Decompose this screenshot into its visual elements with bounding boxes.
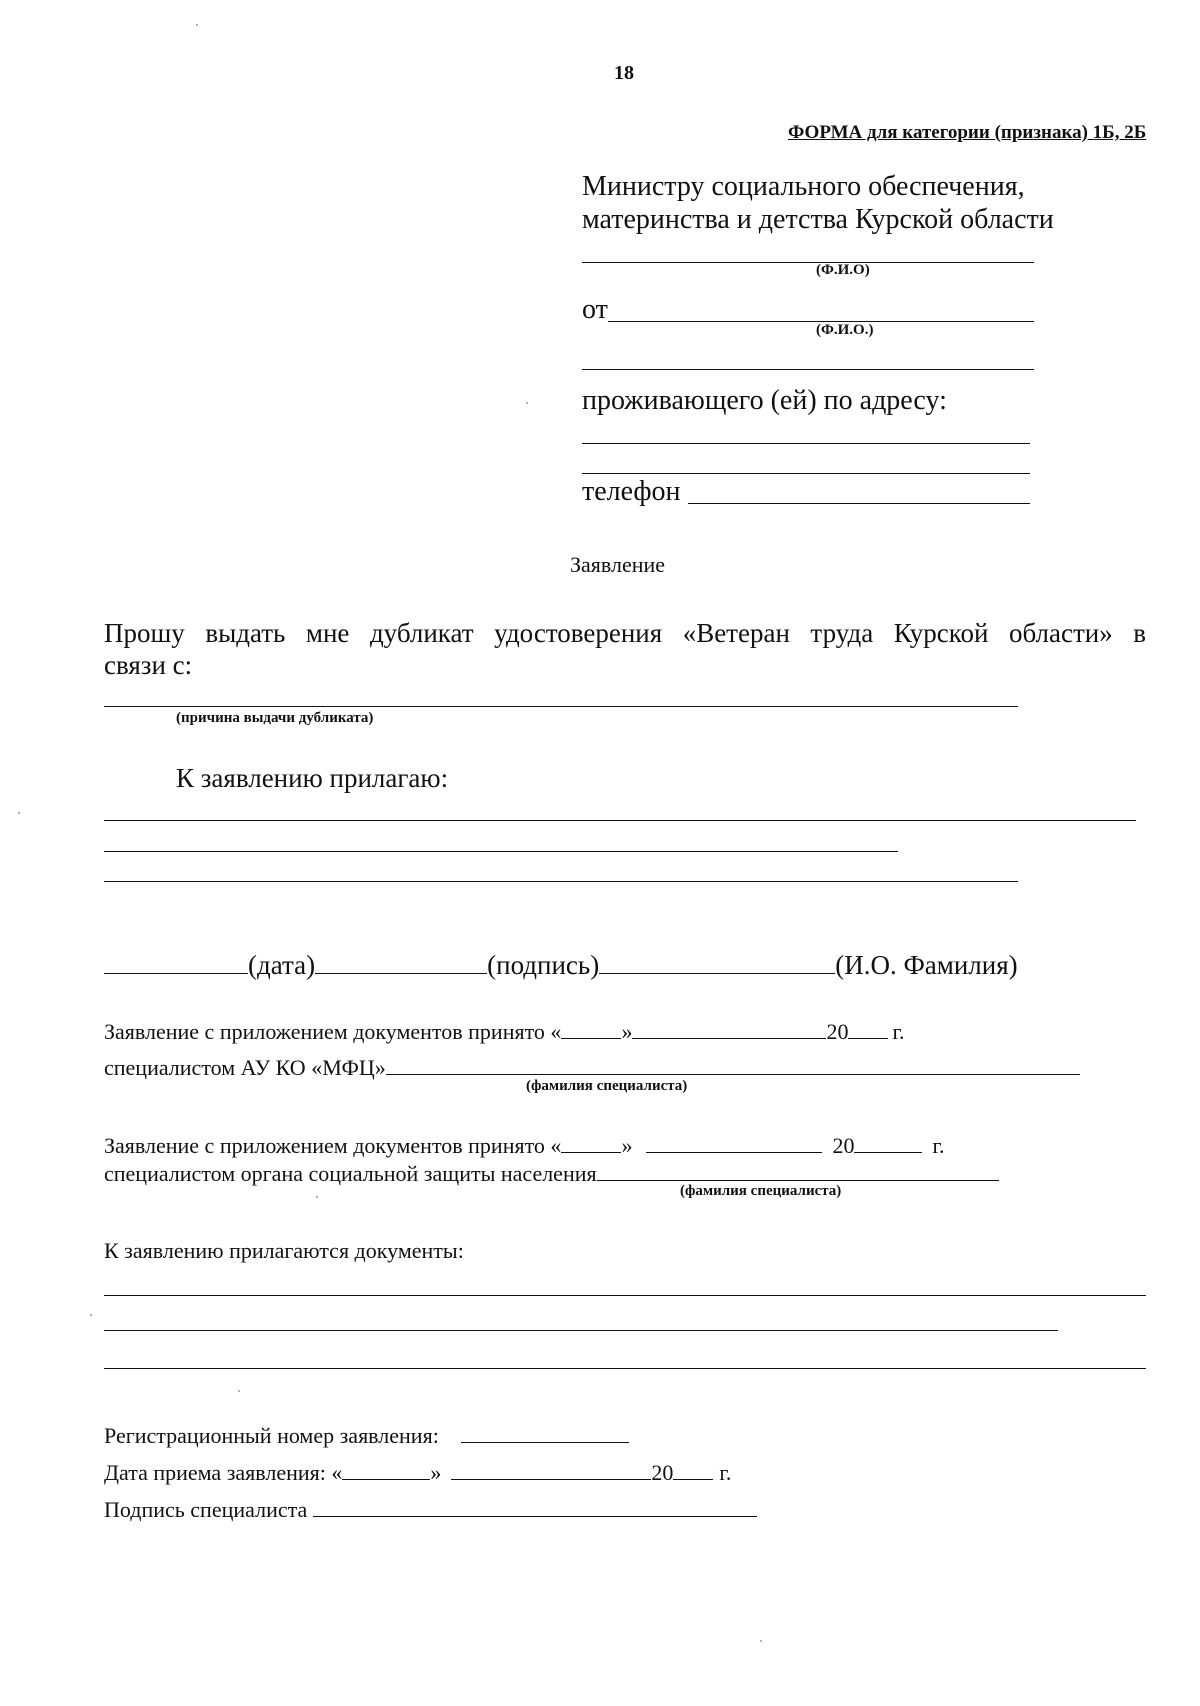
registration-year-prefix: 20 (651, 1460, 674, 1485)
attach-label: К заявлению прилагаю: (176, 763, 449, 793)
name-caption: (И.О. Фамилия) (835, 950, 1018, 980)
mfc-month-blank[interactable] (632, 1016, 826, 1039)
mfc-specialist-caption: (фамилия специалиста) (526, 1078, 688, 1094)
phone-label: телефон (582, 476, 681, 507)
applicant-fio-caption: (Ф.И.О.) (816, 322, 874, 338)
registration-year-blank[interactable] (673, 1457, 713, 1480)
scan-speck (760, 1640, 762, 1642)
social-day-blank[interactable] (561, 1130, 621, 1153)
date-blank[interactable] (104, 946, 248, 974)
from-label: от (582, 294, 608, 325)
social-month-blank[interactable] (646, 1130, 822, 1153)
address-line-1[interactable] (582, 443, 1030, 444)
registration-date-row (104, 1457, 731, 1486)
attachment-line-3[interactable] (104, 881, 1018, 882)
documents-line-2[interactable] (104, 1330, 1058, 1331)
social-specialist-caption: (фамилия специалиста) (680, 1183, 842, 1199)
registration-number-blank[interactable] (461, 1420, 629, 1443)
scan-speck (238, 1390, 240, 1392)
social-accepted-text: Заявление с приложением документов принято « (104, 1133, 562, 1158)
mfc-specialist-row (104, 1052, 1080, 1081)
mfc-quote-close: » (621, 1019, 633, 1044)
registration-number-row (104, 1420, 629, 1449)
mfc-specialist-blank[interactable] (386, 1052, 1080, 1075)
scan-speck (90, 1314, 92, 1316)
mfc-accepted-text: Заявление с приложением документов принято « (104, 1019, 562, 1044)
social-year-prefix: 20 (832, 1133, 855, 1158)
social-specialist-row (104, 1158, 999, 1187)
addressee-line-1: Министру социального обеспечения, (582, 171, 1025, 202)
social-year-suffix: г. (932, 1133, 945, 1158)
reason-caption: (причина выдачи дубликата) (176, 710, 374, 726)
mfc-specialist-label: специалистом АУ КО «МФЦ» (104, 1055, 386, 1080)
request-line-1: Прошу выдать мне дубликат удостоверения «Ветеран труда Курской области» в (104, 618, 1146, 648)
documents-line-1[interactable] (104, 1295, 1146, 1296)
reason-line[interactable] (104, 706, 1018, 707)
social-specialist-blank[interactable] (597, 1158, 999, 1181)
address-line-2[interactable] (582, 473, 1030, 474)
applicant-fio-line-2[interactable] (582, 369, 1034, 370)
social-specialist-label: специалистом органа социальной защиты населения (104, 1161, 597, 1186)
documents-label: К заявлению прилагаются документы: (104, 1238, 464, 1263)
registration-day-blank[interactable] (342, 1457, 430, 1480)
registration-signature-blank[interactable] (313, 1494, 757, 1517)
registration-number-label: Регистрационный номер заявления: (104, 1423, 439, 1448)
signature-blank[interactable] (315, 946, 487, 974)
address-label: проживающего (ей) по адресу: (582, 385, 947, 416)
minister-fio-caption: (Ф.И.О) (816, 262, 870, 278)
minister-fio-line[interactable] (582, 262, 1034, 263)
mfc-year-suffix: г. (892, 1019, 905, 1044)
social-quote-close: » (621, 1133, 633, 1158)
scan-speck (526, 402, 528, 404)
documents-line-3[interactable] (104, 1368, 1146, 1369)
signature-caption: (подпись) (487, 950, 600, 980)
registration-date-label: Дата приема заявления: « (104, 1460, 343, 1485)
addressee-line-2: материнства и детства Курской области (582, 204, 1054, 235)
attachment-line-1[interactable] (104, 820, 1136, 821)
social-accepted-row (104, 1130, 944, 1159)
registration-year-suffix: г. (719, 1460, 732, 1485)
date-caption: (дата) (248, 950, 316, 980)
attachment-line-2[interactable] (104, 851, 898, 852)
page-number: 18 (614, 62, 634, 84)
form-header: ФОРМА для категории (признака) 1Б, 2Б (788, 122, 1147, 143)
registration-signature-row (104, 1494, 757, 1523)
scan-speck (316, 1196, 318, 1198)
name-blank[interactable] (599, 946, 835, 974)
scan-speck (18, 812, 20, 814)
scan-speck (196, 24, 198, 26)
mfc-day-blank[interactable] (561, 1016, 621, 1039)
document-title: Заявление (570, 552, 666, 577)
mfc-accepted-row (104, 1016, 904, 1045)
registration-month-blank[interactable] (451, 1457, 651, 1480)
mfc-year-blank[interactable] (848, 1016, 888, 1039)
registration-signature-label: Подпись специалиста (104, 1497, 308, 1522)
phone-line[interactable] (688, 503, 1030, 504)
signature-row (104, 946, 1018, 981)
mfc-year-prefix: 20 (826, 1019, 849, 1044)
registration-quote-close: » (430, 1460, 442, 1485)
social-year-blank[interactable] (854, 1130, 922, 1153)
request-line-2: связи с: (104, 650, 193, 680)
